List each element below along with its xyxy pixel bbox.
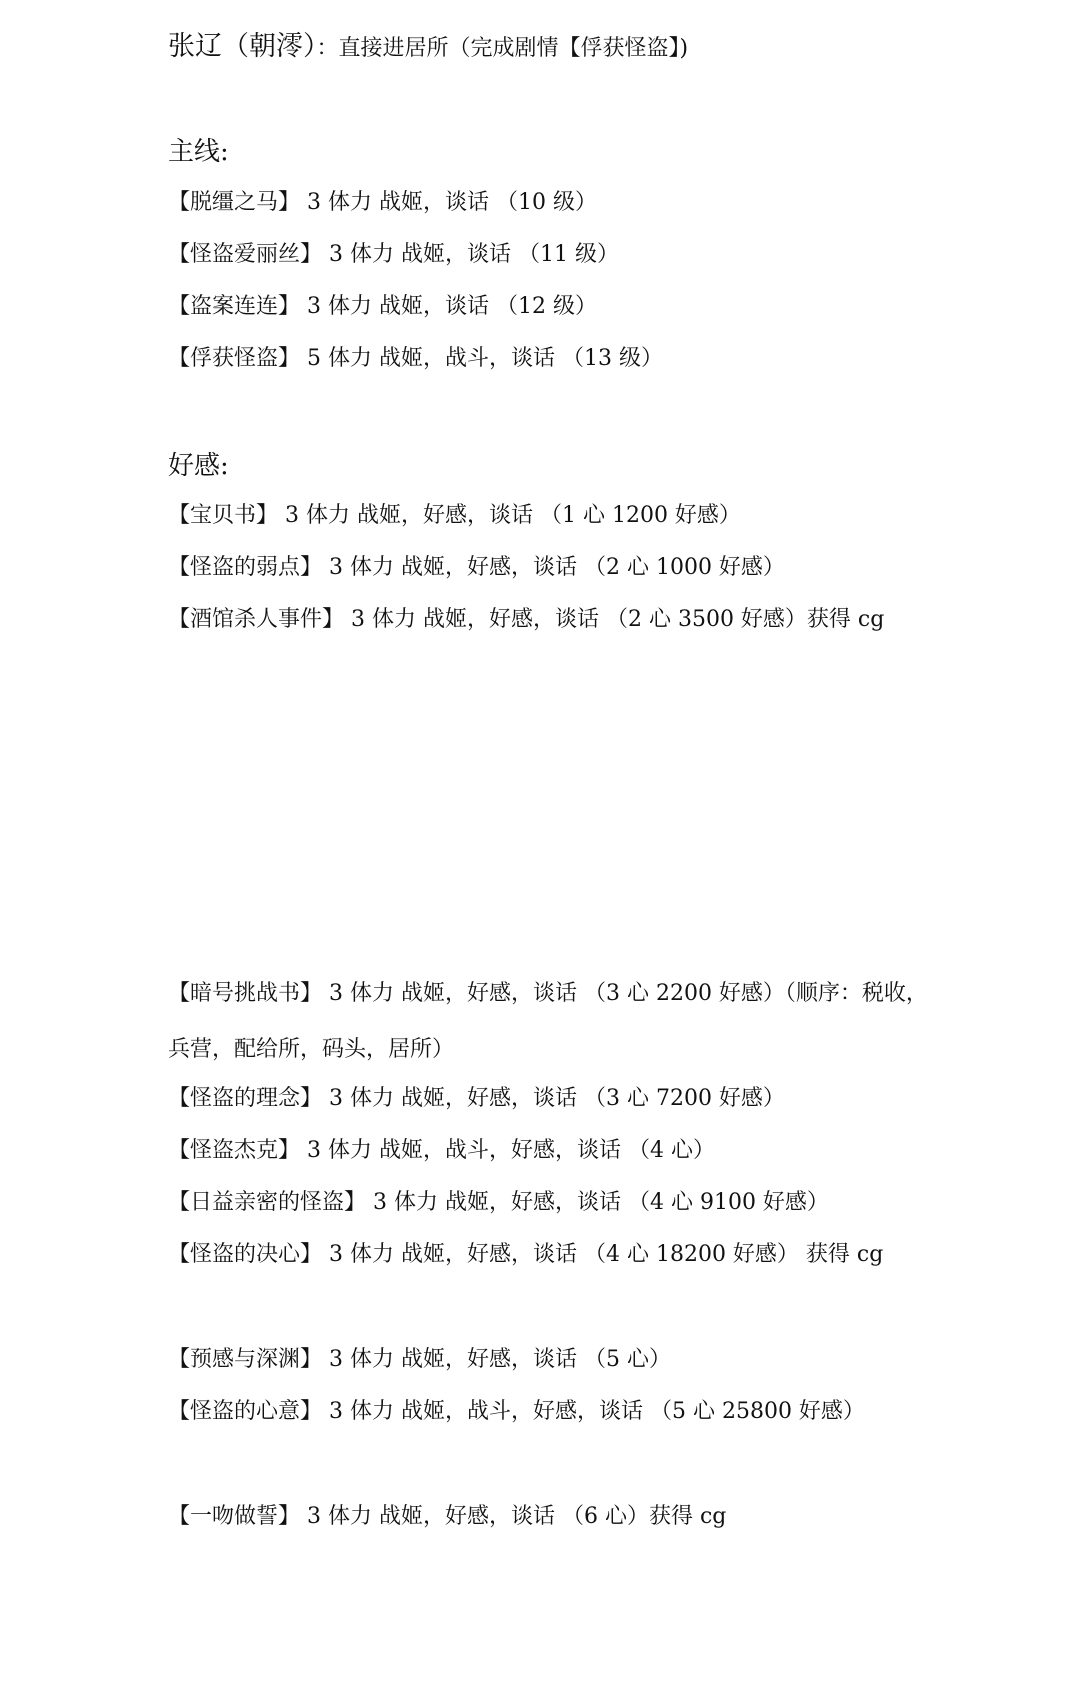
affection-quest-item: 【日益亲密的怪盗】 3 体力 战姬，好感，谈话 （4 心 9100 好感） <box>168 1190 829 1215</box>
main-quest-item: 【脱缰之马】 3 体力 战姬，谈话 （10 级） <box>168 190 597 215</box>
affection-quest-item: 【酒馆杀人事件】 3 体力 战姬，好感，谈话 （2 心 3500 好感）获得 cg <box>168 607 885 632</box>
affection-quest-item: 【怪盗的心意】 3 体力 战姬，战斗，好感，谈话 （5 心 25800 好感） <box>168 1399 865 1424</box>
document-title <box>168 30 688 66</box>
main-quest-item: 【俘获怪盗】 5 体力 战姬，战斗，谈话 （13 级） <box>168 346 663 371</box>
affection-quest-item: 【暗号挑战书】 3 体力 战姬，好感，谈话 （3 心 2200 好感）（顺序：税收，兵营，配给所，码头，居所） <box>168 981 928 1062</box>
affection-quest-item: 【一吻做誓】 3 体力 战姬，好感，谈话 （6 心）获得 cg <box>168 1504 727 1529</box>
main-quest-item: 【盗案连连】 3 体力 战姬，谈话 （12 级） <box>168 294 597 319</box>
affection-quest-item: 【预感与深渊】 3 体力 战姬，好感，谈话 （5 心） <box>168 1347 671 1372</box>
affection-quest-item: 【怪盗杰克】 3 体力 战姬，战斗，好感，谈话 （4 心） <box>168 1138 715 1163</box>
character-name: 张辽（朝澪） <box>168 31 317 62</box>
affection-section-heading: 好感: <box>168 451 229 481</box>
main-quest-item: 【怪盗爱丽丝】 3 体力 战姬，谈话 （11 级） <box>168 242 619 267</box>
affection-quest-item: 【怪盗的决心】 3 体力 战姬，好感，谈话 （4 心 18200 好感） 获得 cg <box>168 1242 884 1267</box>
title-separator: ： <box>316 36 339 61</box>
affection-quest-item: 【怪盗的理念】 3 体力 战姬，好感，谈话 （3 心 7200 好感） <box>168 1086 785 1111</box>
title-note: 直接进居所（完成剧情【俘获怪盗】) <box>338 36 689 61</box>
affection-quest-item: 【宝贝书】 3 体力 战姬，好感，谈话 （1 心 1200 好感） <box>168 503 741 528</box>
main-section-heading: 主线: <box>168 137 229 167</box>
affection-quest-item: 【怪盗的弱点】 3 体力 战姬，好感，谈话 （2 心 1000 好感） <box>168 555 785 580</box>
